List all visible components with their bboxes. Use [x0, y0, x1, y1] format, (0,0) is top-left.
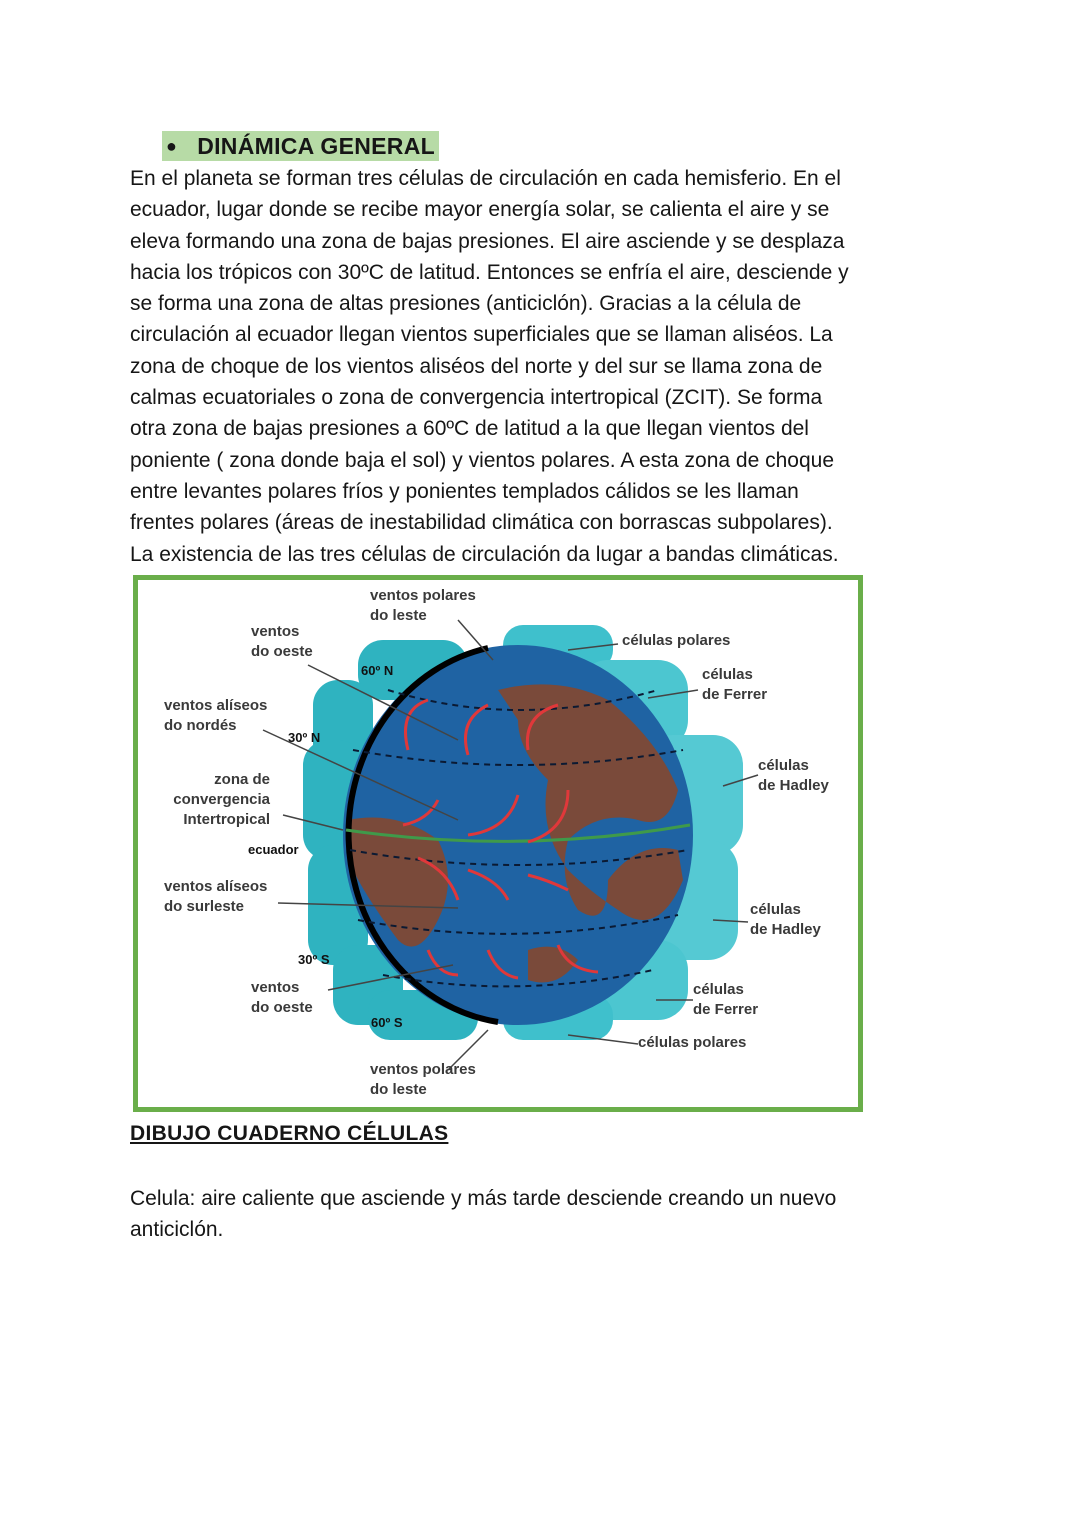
- note-line: anticiclón.: [130, 1218, 224, 1242]
- label-polar-cells-south: células polares: [638, 1034, 747, 1051]
- paragraph-line: circulación al ecuador llegan vientos superficiales que se llaman aliséos. La: [130, 323, 833, 347]
- label-polar-easterlies-south: ventos polares do leste: [370, 1061, 476, 1098]
- paragraph-line: En el planeta se forman tres células de circulación en cada hemisferio. En el: [130, 167, 841, 190]
- paragraph-line: zona de choque de los vientos aliséos del norte y del sur se llama zona de: [130, 354, 823, 378]
- atmospheric-circulation-diagram: [133, 575, 863, 1112]
- label-60n: 60º N: [361, 663, 394, 678]
- section-heading: [162, 131, 439, 161]
- label-30n: 30º N: [288, 730, 321, 745]
- paragraph-line: hacia los trópicos con 30ºC de latitud. Entonces se enfría el aire, desciende y: [130, 260, 849, 284]
- note-paragraph: [130, 1183, 836, 1246]
- label-ferrel-cells-north: células de Ferrer: [702, 666, 768, 703]
- subheading: DIBUJO CUADERNO CÉLULAS: [130, 1122, 449, 1145]
- paragraph-line: entre levantes polares fríos y ponientes templados cálidos se les llaman: [130, 479, 799, 503]
- bullet-icon: ●: [166, 135, 178, 156]
- globe-illustration: [138, 580, 858, 1107]
- note-line: Celula: aire caliente que asciende y más tarde desciende creando un nuevo: [130, 1187, 837, 1210]
- label-westerlies-north: ventos do oeste: [251, 623, 313, 660]
- label-60s: 60º S: [371, 1015, 403, 1030]
- paragraph-line: se forma una zona de altas presiones (anticiclón). Gracias a la célula de: [130, 292, 802, 316]
- label-equator: ecuador: [248, 842, 299, 857]
- paragraph-line: frentes polares (áreas de inestabilidad climática con borrascas subpolares).: [130, 511, 833, 535]
- paragraph-line: otra zona de bajas presiones a 60ºC de latitud a la que llegan vientos del: [130, 417, 809, 441]
- label-westerlies-south: ventos do oeste: [251, 979, 313, 1016]
- paragraph-line: eleva formando una zona de bajas presiones. El aire asciende y se desplaza: [130, 229, 845, 253]
- paragraph-line: ecuador, lugar donde se recibe mayor energía solar, se calienta el aire y se: [130, 198, 830, 222]
- label-se-trade-winds: ventos alíseos do surleste: [164, 878, 268, 915]
- label-hadley-cells-north: células de Hadley: [758, 757, 829, 794]
- label-itcz: zona de convergencia Intertropical: [173, 771, 270, 828]
- paragraph-line: calmas ecuatoriales o zona de convergencia intertropical (ZCIT). Se forma: [130, 386, 823, 410]
- label-polar-cells-north: células polares: [622, 632, 731, 649]
- body-paragraph: [130, 163, 849, 570]
- label-30s: 30º S: [298, 952, 330, 967]
- label-ne-trade-winds: ventos alíseos do nordés: [164, 697, 268, 734]
- label-ferrel-cells-south: células de Ferrer: [693, 981, 759, 1018]
- paragraph-line: La existencia de las tres células de circulación da lugar a bandas climáticas.: [130, 542, 839, 566]
- label-hadley-cells-south: células de Hadley: [750, 901, 821, 938]
- label-polar-easterlies-north: ventos polares do leste: [370, 587, 476, 624]
- section-title: DINÁMICA GENERAL: [197, 132, 435, 159]
- paragraph-line: poniente ( zona donde baja el sol) y vientos polares. A esta zona de choque: [130, 448, 834, 472]
